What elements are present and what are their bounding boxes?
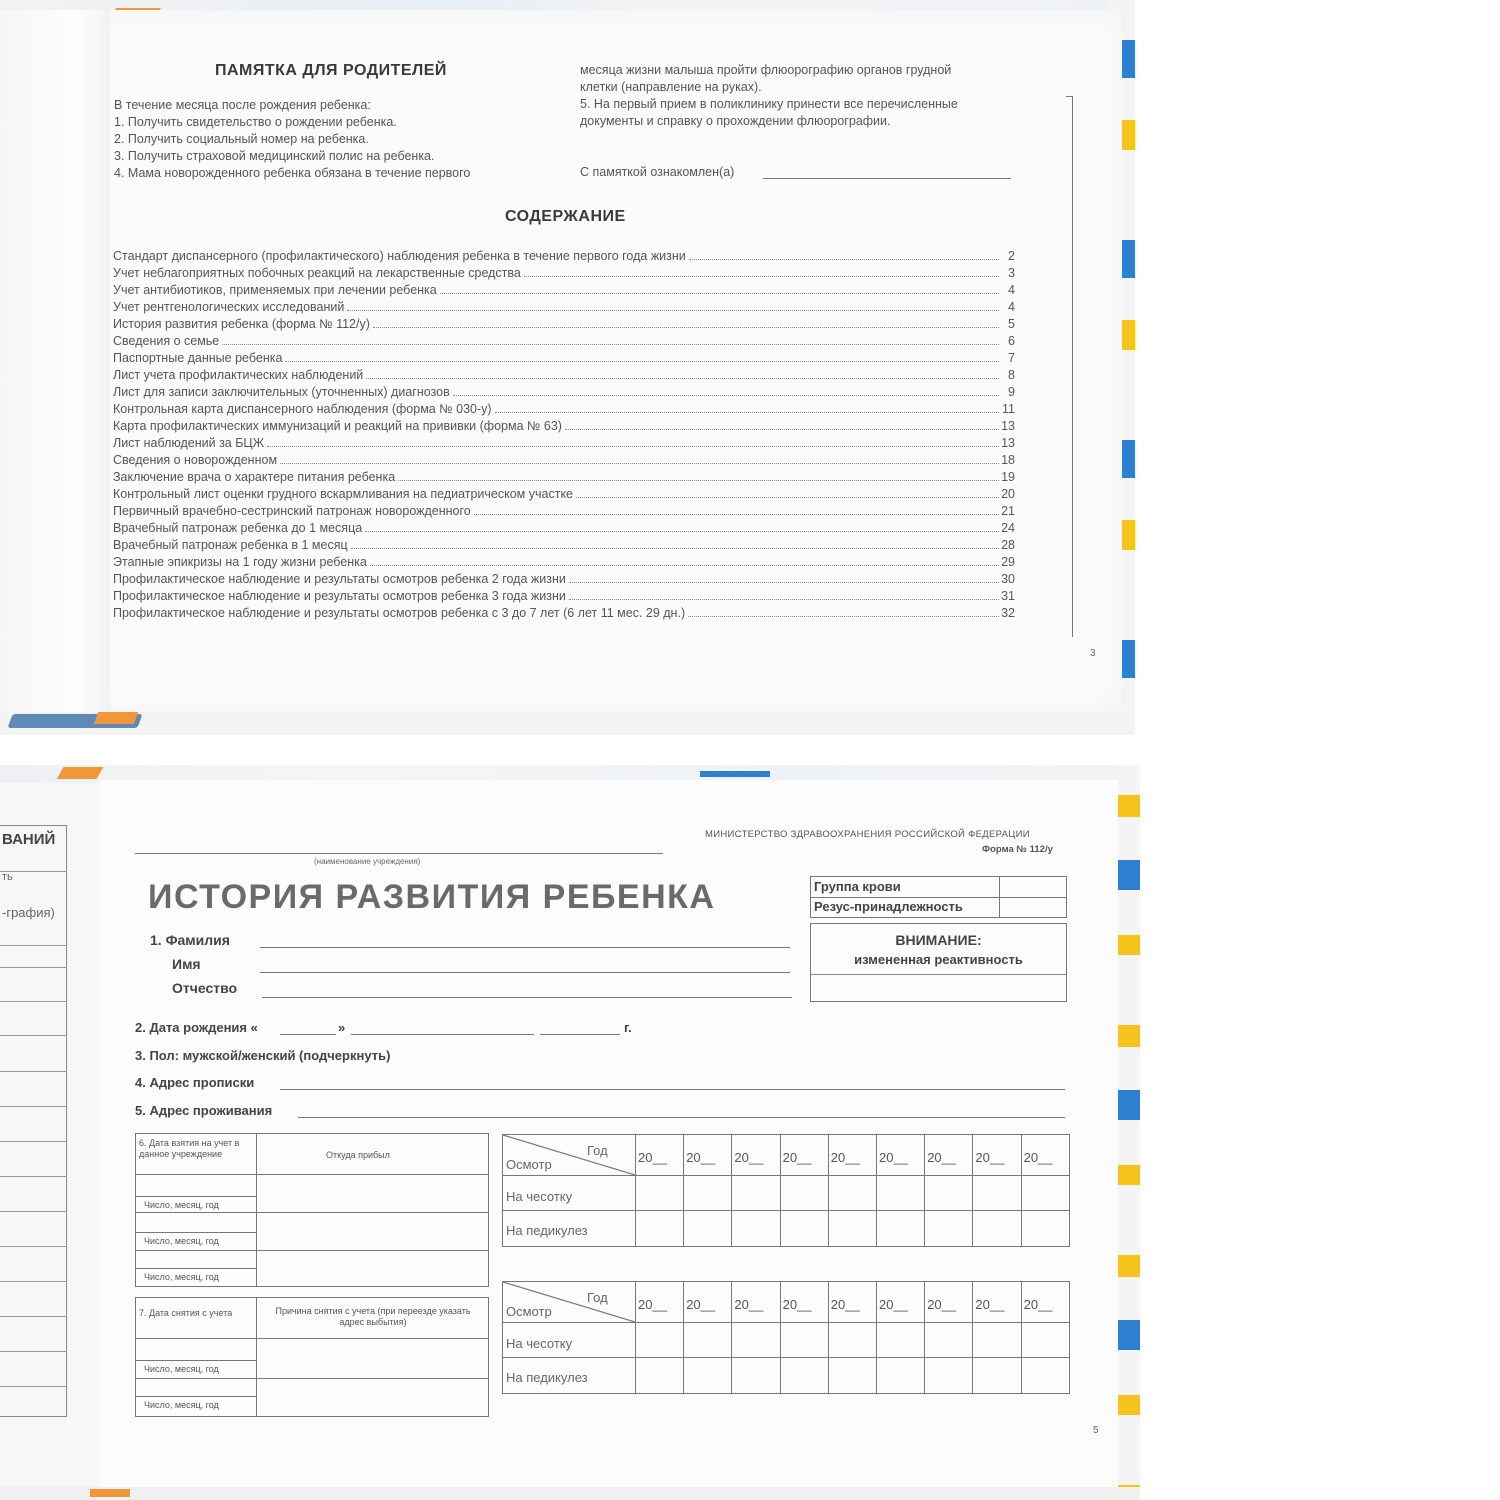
year-cell[interactable]: 20__ — [879, 1150, 908, 1165]
rh-label: Резус-принадлежность — [814, 899, 963, 914]
year-header: Год — [587, 1143, 608, 1158]
year-cell[interactable]: 20__ — [879, 1297, 908, 1312]
toc-page-number: 29 — [1001, 555, 1015, 569]
toc-page-number: 19 — [1001, 470, 1015, 484]
toc-page-number: 2 — [1008, 249, 1015, 263]
year-cell[interactable]: 20__ — [975, 1297, 1005, 1312]
toc-page-number: 32 — [1001, 606, 1015, 620]
residence-address-field[interactable] — [298, 1103, 1065, 1118]
toc-entry: Лист наблюдений за БЦЖ 13 — [113, 436, 1015, 450]
year-cell[interactable]: 20__ — [830, 1297, 860, 1312]
toc-page-number: 21 — [1001, 504, 1015, 518]
toc-entry: Лист для записи заключительных (уточненных) диагнозов 9 — [113, 385, 1015, 399]
acknowledgement-signature-line[interactable] — [763, 178, 1011, 179]
blood-group-box — [810, 876, 1067, 918]
toc-entry: Контрольная карта диспансерного наблюдения (форма № 030-у) 11 — [113, 402, 1015, 416]
year-cell[interactable]: 20__ — [734, 1150, 764, 1165]
toc-entry: Врачебный патронаж ребенка до 1 месяца 24 — [113, 521, 1015, 535]
toc-page-number: 31 — [1001, 589, 1015, 603]
year-cell[interactable]: 20__ — [830, 1150, 860, 1165]
year-cell[interactable]: 20__ — [638, 1297, 667, 1312]
toc-title: СОДЕРЖАНИЕ — [505, 208, 626, 225]
toc-entry: Карта профилактических иммунизаций и реакций на прививки (форма № 63) 13 — [113, 419, 1015, 433]
residence-address-label: 5. Адрес проживания — [135, 1103, 273, 1118]
page-number: 5 — [1093, 1425, 1099, 1436]
year-cell[interactable]: 20__ — [686, 1150, 716, 1165]
year-cell[interactable]: 20__ — [975, 1150, 1005, 1165]
name-field[interactable] — [260, 957, 790, 973]
form-number: Форма № 112/у — [982, 844, 1053, 855]
name-label: Имя — [172, 956, 201, 972]
institution-label: (наименование учреждения) — [314, 857, 421, 866]
year-cell[interactable]: 20__ — [927, 1297, 957, 1312]
memo-left-text: В течение месяца после рождения ребенка: 1. Получить свидетельство о рождении ребенка. 2. Получить социальный номер на ребенка. 3. Получить страховой медицинский полис на ребенка. 4. Мама новорожденного ребенка обязана в течение первого — [114, 98, 471, 180]
attention-label: ВНИМАНИЕ: — [895, 932, 982, 948]
year-header: Год — [587, 1290, 608, 1305]
attention-box — [810, 923, 1067, 1002]
toc-entry: Профилактическое наблюдение и результаты осмотров ребенка с 3 до 7 лет (6 лет 11 мес. 29 дн.) 32 — [113, 606, 1015, 620]
cover-tab — [57, 767, 104, 779]
surname-label: 1. Фамилия — [150, 932, 230, 948]
toc-entry: Паспортные данные ребенка 7 — [113, 351, 1015, 365]
toc-entry: Первичный врачебно-сестринский патронаж новорожденного 21 — [113, 504, 1015, 518]
birth-date-label: 2. Дата рождения « — [135, 1020, 258, 1035]
toc-entry: Контрольный лист оценки грудного вскармливания на педиатрическом участке 20 — [113, 487, 1015, 501]
toc-entry: Профилактическое наблюдение и результаты осмотров ребенка 2 года жизни 30 — [113, 572, 1015, 586]
registration-address-label: 4. Адрес прописки — [135, 1075, 255, 1090]
toc-page-number: 18 — [1001, 453, 1015, 467]
toc-page-number: 13 — [1001, 436, 1015, 450]
toc-page-number: 6 — [1008, 334, 1015, 348]
memo-right-text: месяца жизни малыша пройти флюорографию органов грудной клетки (направление на руках). 5. На первый прием в поликлинику принести все перечисленные документы и справку о прохождении флюорографии. — [580, 63, 958, 128]
exam-header: Осмотр — [506, 1304, 552, 1319]
toc-page-number: 4 — [1008, 300, 1015, 314]
registration-date-header: 6. Дата взятия на учет в данное учреждение — [139, 1138, 240, 1159]
year-cell[interactable]: 20__ — [734, 1297, 764, 1312]
registration-address-field[interactable] — [280, 1075, 1065, 1090]
exam-table-2 — [502, 1281, 1070, 1394]
previous-page-edge: ВАНИЙ ть -графия) — [0, 783, 100, 1495]
toc-page-number: 24 — [1001, 521, 1015, 535]
lice-row-label: На педикулез — [506, 1370, 588, 1385]
toc-page-number: 20 — [1001, 487, 1015, 501]
toc-page-number: 13 — [1001, 419, 1015, 433]
toc-entry: Сведения о семье 6 — [113, 334, 1015, 348]
acknowledgement-label: С памяткой ознакомлен(а) — [580, 165, 735, 179]
cover-edge-right — [1118, 765, 1140, 1500]
registration-table: 6. Дата взятия на учет в данное учреждение Откуда прибыл Число, месяц, год Число, месяц, год Число, месяц, год — [135, 1133, 489, 1287]
patronymic-label: Отчество — [172, 980, 238, 996]
page-frame — [1066, 96, 1073, 637]
page-title: ИСТОРИЯ РАЗВИТИЯ РЕБЕНКА — [148, 878, 716, 916]
year-cell[interactable]: 20__ — [927, 1150, 957, 1165]
toc-page-number: 5 — [1008, 317, 1015, 331]
deregistration-table: 7. Дата снятия с учета Причина снятия с учета (при переезде указать адрес выбытия) Число, месяц, год Число, месяц, год — [135, 1297, 489, 1417]
scabies-row-label: На чесотку — [506, 1189, 573, 1204]
toc-entry: Учет неблагоприятных побочных реакций на лекарственные средства 3 — [113, 266, 1015, 280]
table-of-contents — [113, 246, 1015, 620]
toc-page-number: 7 — [1008, 351, 1015, 365]
ministry-header: МИНИСТЕРСТВО ЗДРАВООХРАНЕНИЯ РОССИЙСКОЙ ФЕДЕРАЦИИ — [705, 829, 1030, 840]
year-cell[interactable]: 20__ — [686, 1297, 716, 1312]
toc-page-number: 9 — [1008, 385, 1015, 399]
year-cell[interactable]: 20__ — [782, 1150, 812, 1165]
memo-title: ПАМЯТКА ДЛЯ РОДИТЕЛЕЙ — [215, 62, 447, 79]
toc-entry: Стандарт диспансерного (профилактического) наблюдения ребенка в течение первого года жизни 2 — [113, 249, 1015, 263]
deregistration-date-header: 7. Дата снятия с учета — [139, 1308, 233, 1318]
toc-page-number: 30 — [1001, 572, 1015, 586]
page-number: 3 — [1090, 648, 1096, 659]
toc-entry: Заключение врача о характере питания ребенка 19 — [113, 470, 1015, 484]
blood-group-label: Группа крови — [814, 879, 901, 894]
birth-day-field[interactable] — [280, 1020, 336, 1035]
arrived-from-header: Откуда прибыл — [326, 1150, 390, 1160]
changed-reactivity-label: измененная реактивность — [854, 952, 1023, 967]
cover-edge-bottom — [0, 712, 1135, 735]
birth-month-field[interactable] — [351, 1020, 534, 1035]
institution-field[interactable] — [135, 853, 663, 854]
toc-entry: Учет антибиотиков, применяемых при лечении ребенка 4 — [113, 283, 1015, 297]
toc-entry: Лист учета профилактических наблюдений 8 — [113, 368, 1015, 382]
toc-page-number: 3 — [1008, 266, 1015, 280]
year-cell[interactable]: 20__ — [782, 1297, 812, 1312]
toc-page-number: 4 — [1008, 283, 1015, 297]
cover-edge-bottom — [0, 1487, 1140, 1500]
toc-entry: История развития ребенка (форма № 112/у) 5 — [113, 317, 1015, 331]
patronymic-field[interactable] — [262, 982, 792, 998]
toc-page-number: 28 — [1001, 538, 1015, 552]
deregistration-reason-header: Причина снятия с учета (при переезде указать адрес выбытия) — [275, 1306, 471, 1327]
toc-entry: Профилактическое наблюдение и результаты осмотров ребенка 3 года жизни 31 — [113, 589, 1015, 603]
sex-label: 3. Пол: мужской/женский (подчеркнуть) — [135, 1048, 391, 1063]
surname-field[interactable] — [260, 932, 790, 948]
lice-row-label: На педикулез — [506, 1223, 588, 1238]
birth-year-field[interactable] — [540, 1020, 620, 1035]
scabies-row-label: На чесотку — [506, 1336, 573, 1351]
toc-entry: Этапные эпикризы на 1 году жизни ребенка 29 — [113, 555, 1015, 569]
toc-page-number: 8 — [1008, 368, 1015, 382]
toc-entry: Врачебный патронаж ребенка в 1 месяц 28 — [113, 538, 1015, 552]
toc-entry: Учет рентгенологических исследований 4 — [113, 300, 1015, 314]
exam-table-1 — [502, 1134, 1070, 1247]
year-cell[interactable]: 20__ — [1023, 1297, 1053, 1312]
toc-page-number: 11 — [1002, 402, 1015, 416]
previous-page-heading: ВАНИЙ — [2, 831, 56, 848]
cover-tab-blue — [700, 771, 770, 777]
toc-entry: Сведения о новорожденном 18 — [113, 453, 1015, 467]
exam-header: Осмотр — [506, 1157, 552, 1172]
year-cell[interactable]: 20__ — [638, 1150, 667, 1165]
year-cell[interactable]: 20__ — [1023, 1150, 1053, 1165]
